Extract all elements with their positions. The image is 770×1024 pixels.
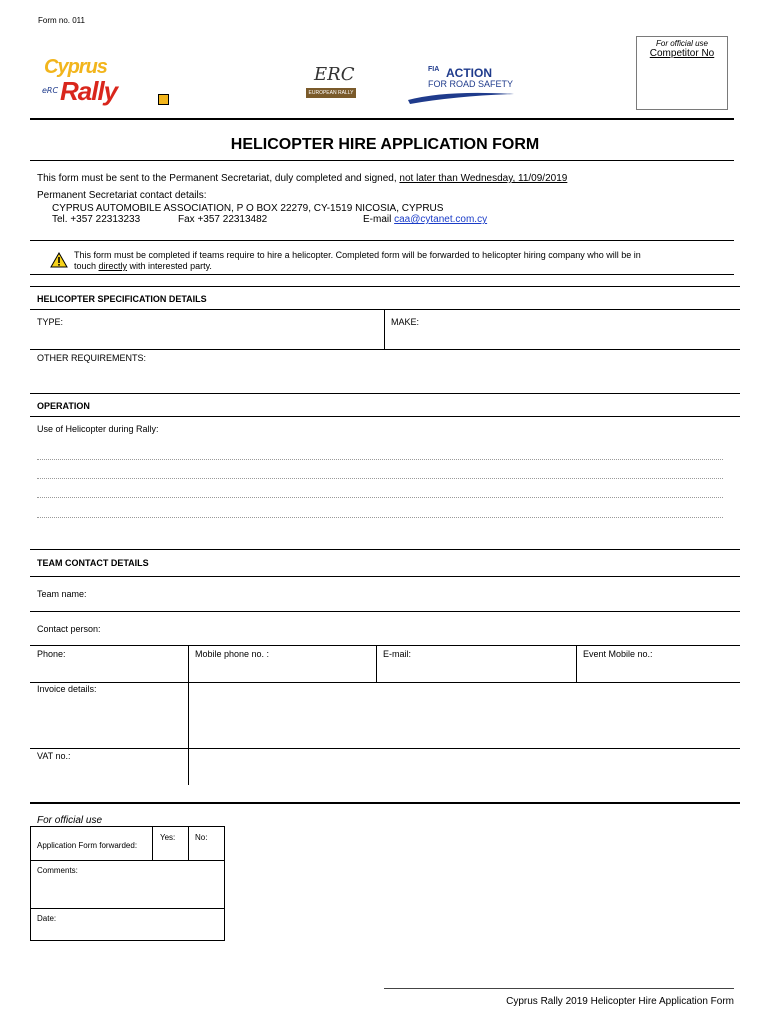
event-mobile-label: Event Mobile no.:: [583, 649, 653, 659]
email-field[interactable]: [383, 660, 571, 680]
cyprus-rally-logo-line2: Rally: [60, 76, 118, 106]
email-label: E-mail:: [383, 649, 412, 659]
official-use-title: For official use: [37, 815, 103, 826]
team-name-label: Team name:: [37, 589, 87, 599]
phone-field[interactable]: [37, 660, 182, 680]
email-link[interactable]: caa@cytanet.com.cy: [394, 214, 488, 225]
date-field[interactable]: [65, 912, 219, 936]
notice-line1: This form must be completed if teams require to hire a helicopter. Completed form will be forwarded to helicopter hiring company who will be in: [74, 250, 641, 260]
make-label: MAKE:: [391, 317, 420, 327]
team-section-title: TEAM CONTACT DETAILS: [37, 558, 149, 568]
no-label: No:: [195, 833, 208, 842]
erc-logo: [302, 64, 362, 104]
mobile-phone-field[interactable]: [195, 660, 370, 680]
invoice-details-field[interactable]: [195, 686, 733, 746]
vat-label: VAT no.:: [37, 751, 71, 761]
email-line: E-mail caa@cytanet.com.cy: [363, 214, 488, 225]
tel: Tel. +357 22313233: [52, 214, 141, 225]
warning-icon: [50, 252, 68, 268]
official-use-label: For official use: [655, 39, 709, 48]
erc-logo-mark: ERC: [314, 64, 355, 85]
contact-person-label: Contact person:: [37, 624, 101, 634]
intro-text: This form must be sent to the Permanent Secretariat, duly completed and signed, not later than Wednesday, 11/09/2019: [37, 173, 568, 184]
phone-label: Phone:: [37, 649, 66, 659]
deadline-text: not later than Wednesday, 11/09/2019: [399, 173, 568, 184]
other-requirements-field[interactable]: [150, 352, 730, 390]
address: CYPRUS AUTOMOBILE ASSOCIATION, P O BOX 22279, CY-1519 NICOSIA, CYPRUS: [52, 203, 444, 214]
mobile-phone-label: Mobile phone no. :: [195, 649, 270, 659]
form-number: Form no. 011: [38, 16, 85, 25]
type-label: TYPE:: [37, 317, 64, 327]
competitor-number-box[interactable]: [636, 36, 728, 110]
notice-line2: touch directly with interested party.: [74, 261, 212, 271]
team-name-field[interactable]: [100, 582, 730, 608]
fax: Fax +357 22313482: [178, 214, 268, 225]
road-swoosh-icon: [406, 88, 518, 104]
make-field[interactable]: [430, 312, 730, 346]
competitor-no-label: Competitor No: [649, 48, 715, 59]
contact-heading: Permanent Secretariat contact details:: [37, 190, 207, 201]
comments-label: Comments:: [37, 866, 78, 875]
action-logo-fia: FIA: [428, 66, 440, 73]
date-label: Date:: [37, 914, 57, 923]
type-field[interactable]: [100, 312, 380, 346]
operation-section-title: OPERATION: [37, 401, 90, 411]
event-mobile-field[interactable]: [583, 660, 733, 680]
no-checkbox[interactable]: [189, 845, 223, 859]
erc-small-mark-icon: [42, 84, 66, 96]
contact-person-field[interactable]: [110, 617, 730, 641]
svg-text:eRC: eRC: [42, 86, 59, 95]
invoice-details-label: Invoice details:: [37, 684, 97, 694]
aa-badge-icon: [158, 94, 169, 105]
cyprus-rally-logo-line1: Cyprus: [44, 56, 107, 78]
page-title: HELICOPTER HIRE APPLICATION FORM: [230, 136, 540, 153]
use-of-helicopter-label: Use of Helicopter during Rally:: [37, 424, 159, 434]
footer-text: Cyprus Rally 2019 Helicopter Hire Application Form: [506, 996, 734, 1007]
comments-field[interactable]: [37, 876, 219, 906]
vat-field[interactable]: [195, 752, 733, 782]
use-of-helicopter-field[interactable]: [37, 440, 723, 520]
application-forwarded-label: Application Form forwarded:: [37, 841, 138, 850]
action-road-safety-logo: [406, 64, 518, 104]
cyprus-rally-logo: [38, 56, 178, 108]
spec-section-title: HELICOPTER SPECIFICATION DETAILS: [37, 294, 207, 304]
action-logo-line2: FOR ROAD SAFETY: [428, 79, 514, 89]
erc-logo-badge: EUROPEAN RALLY: [306, 88, 356, 98]
other-requirements-label: OTHER REQUIREMENTS:: [37, 353, 147, 363]
action-logo-line1: ACTION: [446, 66, 492, 80]
yes-checkbox[interactable]: [153, 845, 187, 859]
yes-label: Yes:: [160, 833, 176, 842]
